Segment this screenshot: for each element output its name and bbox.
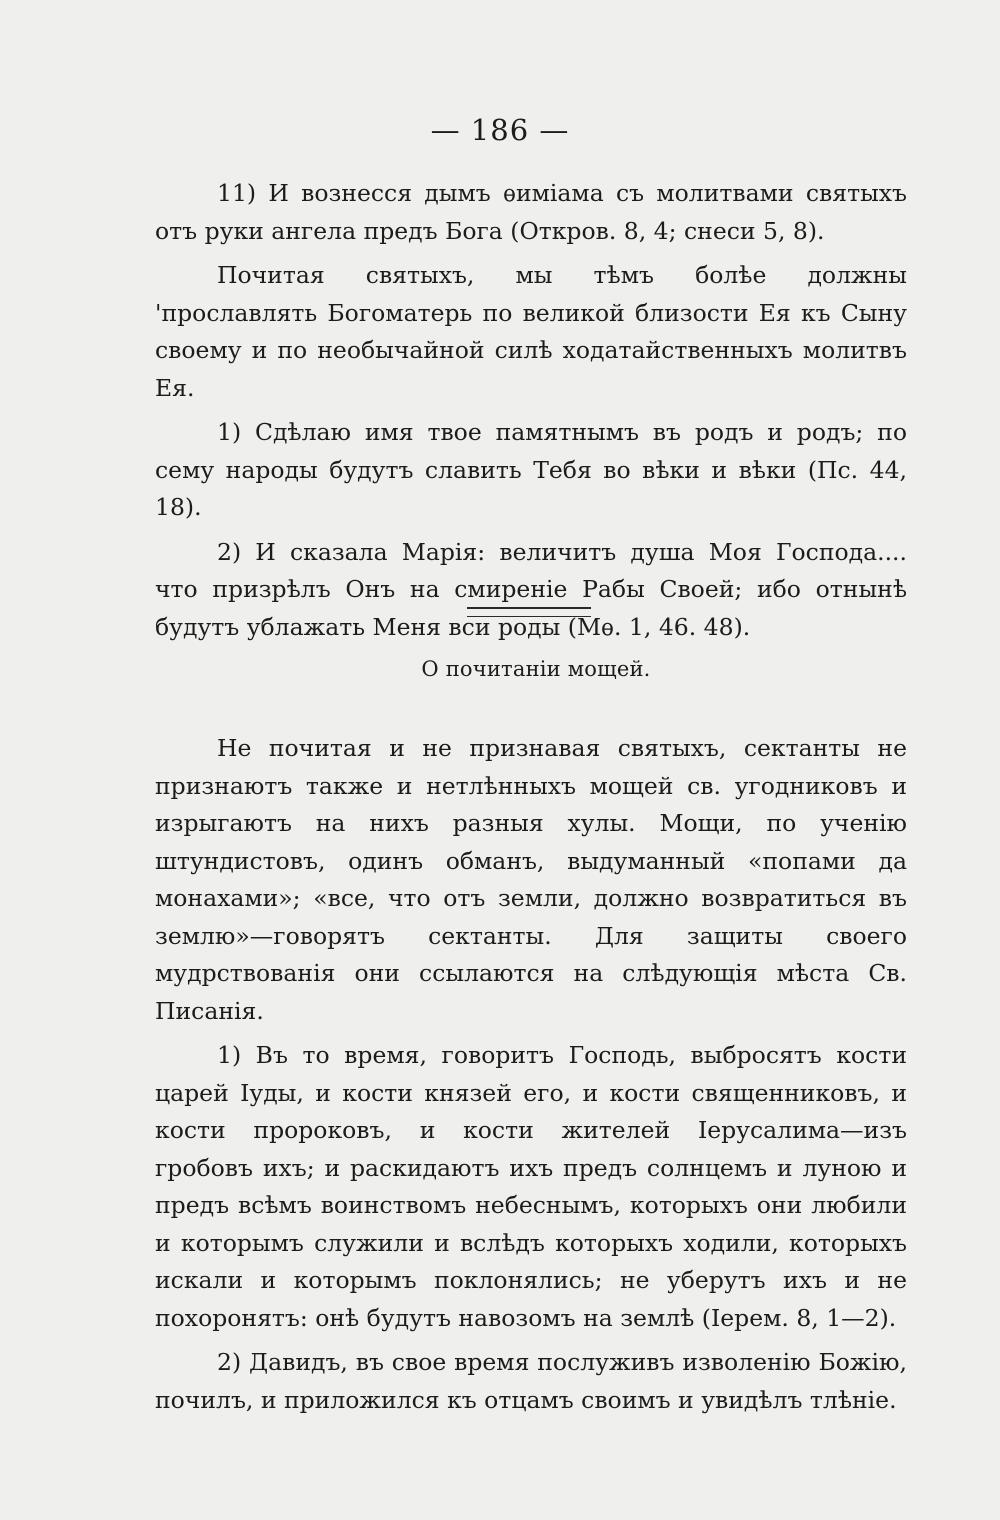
paragraph: 2) И сказала Марія: величитъ душа Моя Господа.... что призрѣлъ Онъ на смиреніе Рабы Своей; ибо отнынѣ будутъ ублажать Меня вси роды (Мѳ. 1, 46. 48). xyxy=(155,537,907,641)
paragraph: 1) Сдѣлаю имя твое памятнымъ въ родъ и родъ; по сему народы будутъ славить Тебя во вѣки и вѣки (Пс. 44, 18). xyxy=(155,418,907,521)
section-divider xyxy=(467,607,591,617)
paragraph: 11) И вознесся дымъ ѳиміама съ молитвами святыхъ отъ руки ангела предъ Бога (Откров. 8, 4; снеси 5, 8). xyxy=(155,179,907,245)
section-heading: О почитаніи мощей. xyxy=(421,657,651,681)
paragraph: 1) Въ то время, говоритъ Господь, выбросятъ кости царей Іуды, и кости князей его, и кости священниковъ, и кости пророковъ, и кости жителей Іерусалима—изъ гробовъ ихъ; и раскидаютъ ихъ предъ солнцемъ и луною и предъ всѣмъ воинствомъ небеснымъ, которыхъ они любили и которымъ служили и вслѣдъ которыхъ ходили, которыхъ искали и которымъ поклонялись; не уберутъ ихъ и не похоронятъ: онѣ будутъ навозомъ на землѣ (Іерем. 8, 1—2). xyxy=(155,1041,907,1332)
text-block-bottom xyxy=(155,730,907,1426)
text-block-top xyxy=(155,175,907,653)
paragraph: Почитая святыхъ, мы тѣмъ болѣе должны 'прославлять Богоматерь по великой близости Ея къ Сыну своему и по необычайной силѣ ходатайственныхъ молитвъ Ея. xyxy=(155,261,907,402)
paragraph: Не почитая и не признавая святыхъ, сектанты не признаютъ также и нетлѣнныхъ мощей св. угодниковъ и изрыгаютъ на нихъ разныя хулы. Мощи, по ученію штундистовъ, одинъ обманъ, выдуманный «попами да монахами»; «все, что отъ земли, должно возвратиться въ землю»—говорятъ сектанты. Для защиты своего мудрствованія они ссылаются на слѣдующія мѣста Св. Писанія. xyxy=(155,734,907,1025)
page-number: — 186 — xyxy=(430,113,570,147)
paragraph: 2) Давидъ, въ свое время послуживъ изволенію Божію, почилъ, и приложился къ отцамъ своимъ и увидѣлъ тлѣніе. xyxy=(155,1348,907,1414)
